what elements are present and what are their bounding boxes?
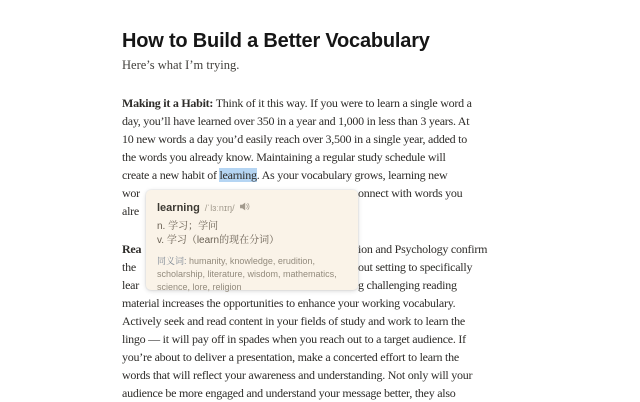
body-line: words that will reflect your awareness and understanding. Not only will your	[122, 368, 473, 382]
synonyms-row	[157, 255, 348, 294]
page-subtitle: Here’s what I’m trying.	[122, 58, 240, 72]
definition-row	[157, 220, 348, 234]
body-text: g challenging reading	[358, 278, 457, 292]
body-text: ion and Psychology confirm	[358, 242, 488, 256]
body-line	[122, 166, 472, 184]
body-text: out setting to specifically	[358, 260, 473, 274]
popup-word: learning	[157, 202, 200, 214]
pos-label: v.	[157, 235, 165, 246]
body-line: alre	[122, 204, 139, 218]
paragraph-lead: Rea	[122, 242, 142, 256]
body-line: lingo — it will pay off in spades when you reach out to a target audience. If	[122, 332, 466, 346]
body-text: the	[122, 260, 136, 274]
synonyms-text: humanity, knowledge, erudition, scholarship, literature, wisdom, mathematics, science, lore, religion	[157, 256, 337, 292]
body-line: material increases the opportunities to enhance your working vocabulary.	[122, 296, 456, 310]
body-line: the words you already know. Maintaining a regular study schedule will	[122, 150, 446, 164]
body-text: . As your vocabulary grows, learning new	[256, 168, 448, 182]
body-line: Actively seek and read content in your fields of study and work to learn the	[122, 314, 465, 328]
body-line: audience be more engaged and understand your message better, they also	[122, 386, 456, 400]
body-text: create a new habit of	[122, 168, 220, 182]
dictionary-popup	[146, 190, 358, 290]
body-text: wor	[122, 186, 140, 200]
body-text: Think of it this way. If you were to learn a single word a	[213, 96, 472, 110]
definitions	[157, 220, 348, 248]
selected-word[interactable]: learning	[219, 168, 257, 182]
synonyms-label: 同义词:	[157, 256, 187, 266]
body-line: day, you’ll have learned over 350 in a year and 1,000 in less than 3 years. At	[122, 114, 470, 128]
popup-header	[157, 200, 348, 213]
paragraph-lead: Making it a Habit:	[122, 96, 214, 110]
definition-text: 学习；学问	[168, 221, 219, 232]
definition-row	[157, 234, 348, 248]
body-text: onnect with words you	[358, 186, 463, 200]
definition-text: 学习（learn的现在分词）	[166, 235, 280, 246]
body-line: you’re about to deliver a presentation, make a concerted effort to learn the	[122, 350, 459, 364]
speaker-icon[interactable]	[239, 201, 250, 212]
popup-phonetic: /ˈlɜːnɪŋ/	[204, 203, 235, 213]
page-title: How to Build a Better Vocabulary	[122, 30, 430, 52]
body-line: 10 new words a day you’d easily reach over 3,500 in a single year, added to	[122, 132, 467, 146]
body-text: lear	[122, 278, 139, 292]
pos-label: n.	[157, 221, 166, 232]
body-line	[122, 94, 472, 112]
